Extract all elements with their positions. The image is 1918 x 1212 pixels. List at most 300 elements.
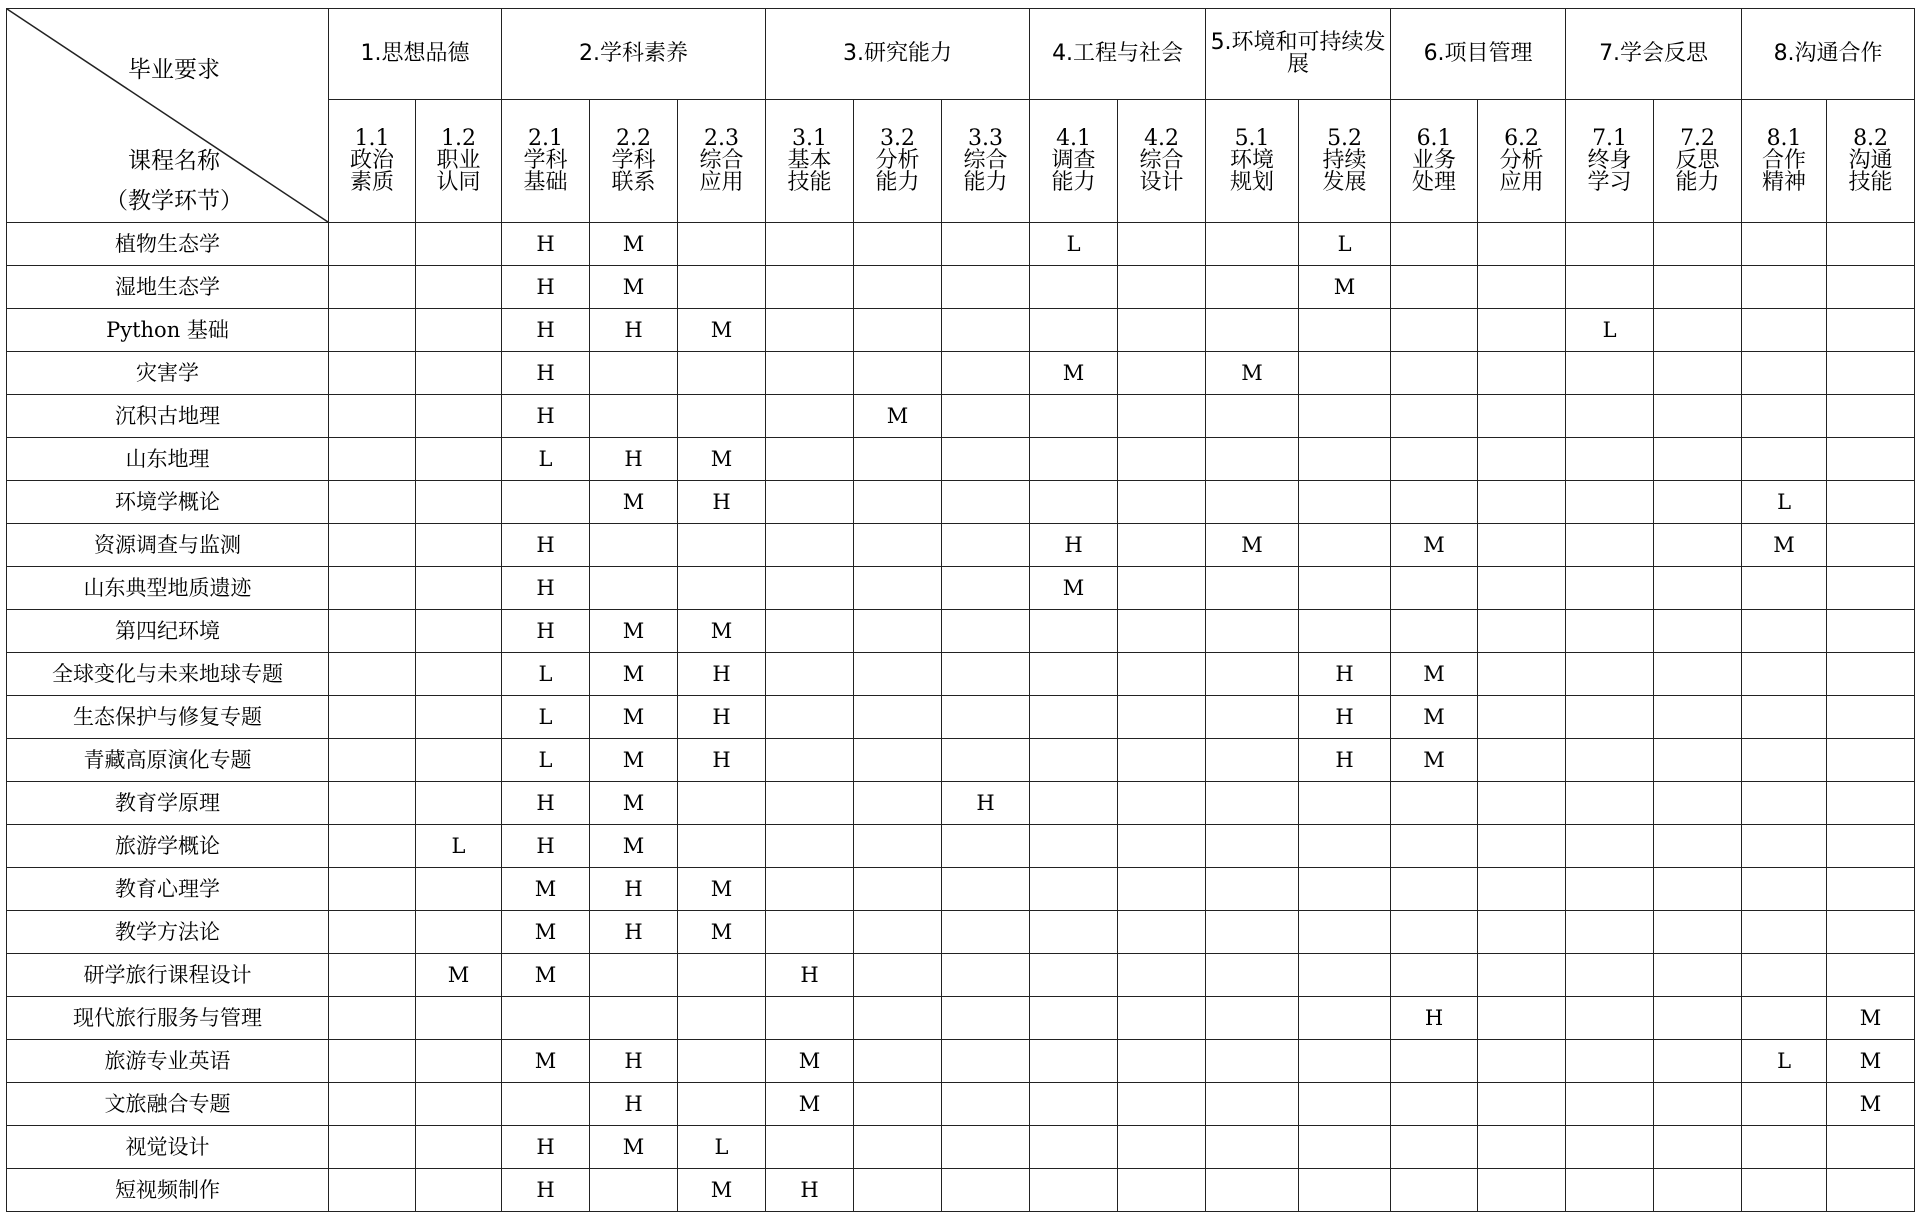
support-level-cell: H	[502, 825, 590, 868]
support-level-cell	[1827, 1169, 1915, 1212]
support-level-cell	[329, 352, 416, 395]
support-level-cell	[942, 524, 1030, 567]
support-level-cell	[416, 1040, 502, 1083]
support-level-cell	[1827, 395, 1915, 438]
support-level-cell	[502, 481, 590, 524]
support-level-cell	[1654, 610, 1742, 653]
support-level-cell	[766, 1126, 854, 1169]
support-level-cell	[1827, 309, 1915, 352]
support-level-cell	[1478, 1040, 1566, 1083]
support-level-cell	[1566, 266, 1654, 309]
support-level-cell: M	[1391, 696, 1478, 739]
support-level-cell: M	[678, 1169, 766, 1212]
support-level-cell: L	[502, 696, 590, 739]
table-row	[7, 911, 1915, 954]
course-name: Python 基础	[7, 309, 329, 352]
support-level-cell	[1827, 438, 1915, 481]
support-level-cell	[1478, 610, 1566, 653]
support-level-cell	[416, 997, 502, 1040]
support-level-cell	[1654, 1126, 1742, 1169]
support-level-cell	[416, 395, 502, 438]
support-level-cell	[1742, 868, 1827, 911]
support-level-cell: H	[502, 1126, 590, 1169]
support-level-cell	[1654, 1040, 1742, 1083]
support-level-cell	[1742, 395, 1827, 438]
course-name: 教育心理学	[7, 868, 329, 911]
support-level-cell: M	[590, 223, 678, 266]
support-level-cell	[678, 567, 766, 610]
support-level-cell	[854, 610, 942, 653]
support-level-cell	[942, 567, 1030, 610]
table-row	[7, 1169, 1915, 1212]
support-level-cell: H	[502, 223, 590, 266]
support-level-cell	[854, 739, 942, 782]
support-level-cell: M	[502, 1040, 590, 1083]
support-level-cell	[1206, 610, 1299, 653]
support-level-cell	[1299, 610, 1391, 653]
support-level-cell: M	[590, 782, 678, 825]
support-level-cell	[590, 395, 678, 438]
support-level-cell: H	[590, 309, 678, 352]
support-level-cell	[854, 1126, 942, 1169]
support-level-cell	[1299, 868, 1391, 911]
support-level-cell	[416, 782, 502, 825]
support-level-cell	[416, 911, 502, 954]
support-level-cell: H	[590, 1040, 678, 1083]
support-level-cell: L	[1299, 223, 1391, 266]
support-level-cell	[1030, 954, 1118, 997]
support-level-cell	[854, 1083, 942, 1126]
support-level-cell	[1118, 997, 1206, 1040]
support-level-cell	[1742, 997, 1827, 1040]
support-level-cell	[1391, 352, 1478, 395]
support-level-cell	[1206, 395, 1299, 438]
support-level-cell	[1742, 954, 1827, 997]
support-level-cell	[1566, 438, 1654, 481]
support-level-cell	[1827, 266, 1915, 309]
support-level-cell: M	[502, 911, 590, 954]
support-level-cell	[1654, 997, 1742, 1040]
support-level-cell	[1566, 395, 1654, 438]
support-level-cell	[942, 1040, 1030, 1083]
support-level-cell	[766, 911, 854, 954]
support-level-cell	[678, 954, 766, 997]
table-row	[7, 438, 1915, 481]
support-level-cell	[1742, 782, 1827, 825]
support-level-cell	[1118, 1169, 1206, 1212]
support-level-cell	[1118, 911, 1206, 954]
support-level-cell	[1478, 524, 1566, 567]
support-level-cell	[1654, 438, 1742, 481]
group-header: 7.学会反思	[1566, 9, 1742, 100]
support-level-cell: M	[502, 868, 590, 911]
support-level-cell	[329, 696, 416, 739]
sub-requirement-header: 3.3 综合 能力	[942, 100, 1030, 223]
support-level-cell: M	[1206, 352, 1299, 395]
support-level-cell	[1391, 567, 1478, 610]
support-level-cell	[942, 653, 1030, 696]
support-level-cell	[942, 1083, 1030, 1126]
support-level-cell: M	[1391, 524, 1478, 567]
support-level-cell: L	[416, 825, 502, 868]
course-axis-label: 课程名称 （教学环节）	[105, 148, 243, 214]
support-level-cell	[942, 954, 1030, 997]
support-level-cell	[1566, 1169, 1654, 1212]
support-level-cell	[1118, 567, 1206, 610]
support-level-cell	[329, 438, 416, 481]
support-level-cell	[678, 1040, 766, 1083]
support-level-cell	[678, 782, 766, 825]
table-row	[7, 309, 1915, 352]
group-header: 1.思想品德	[329, 9, 502, 100]
support-level-cell	[942, 1169, 1030, 1212]
support-level-cell	[329, 1126, 416, 1169]
sub-requirement-header: 1.1 政治 素质	[329, 100, 416, 223]
support-level-cell	[329, 868, 416, 911]
support-level-cell	[416, 696, 502, 739]
support-level-cell	[942, 997, 1030, 1040]
course-name: 沉积古地理	[7, 395, 329, 438]
support-level-cell	[1299, 954, 1391, 997]
support-level-cell	[1654, 696, 1742, 739]
support-level-cell	[1827, 481, 1915, 524]
support-level-cell	[416, 1126, 502, 1169]
support-level-cell	[854, 696, 942, 739]
support-level-cell	[1030, 481, 1118, 524]
support-level-cell: H	[502, 567, 590, 610]
support-level-cell	[1030, 438, 1118, 481]
support-level-cell	[766, 868, 854, 911]
support-level-cell	[1478, 395, 1566, 438]
support-level-cell	[416, 739, 502, 782]
support-level-cell: H	[502, 524, 590, 567]
course-requirement-matrix	[6, 8, 1915, 1212]
support-level-cell	[416, 1169, 502, 1212]
support-level-cell	[766, 524, 854, 567]
support-level-cell	[854, 653, 942, 696]
course-name: 教育学原理	[7, 782, 329, 825]
support-level-cell: H	[766, 954, 854, 997]
table-row	[7, 997, 1915, 1040]
table-row	[7, 954, 1915, 997]
table-row	[7, 395, 1915, 438]
support-level-cell	[1566, 1083, 1654, 1126]
support-level-cell	[1566, 481, 1654, 524]
support-level-cell: H	[678, 696, 766, 739]
support-level-cell	[766, 481, 854, 524]
support-level-cell	[1299, 481, 1391, 524]
support-level-cell	[416, 868, 502, 911]
course-name: 湿地生态学	[7, 266, 329, 309]
support-level-cell	[1206, 868, 1299, 911]
support-level-cell	[1478, 696, 1566, 739]
support-level-cell	[1118, 1083, 1206, 1126]
support-level-cell	[766, 266, 854, 309]
support-level-cell	[1206, 223, 1299, 266]
support-level-cell: H	[1299, 653, 1391, 696]
support-level-cell	[678, 352, 766, 395]
sub-requirement-header: 3.1 基本 技能	[766, 100, 854, 223]
support-level-cell	[766, 309, 854, 352]
support-level-cell	[1654, 309, 1742, 352]
support-level-cell	[329, 911, 416, 954]
support-level-cell	[416, 266, 502, 309]
support-level-cell	[1478, 1169, 1566, 1212]
support-level-cell: H	[766, 1169, 854, 1212]
support-level-cell	[1391, 309, 1478, 352]
support-level-cell	[329, 223, 416, 266]
support-level-cell	[1478, 266, 1566, 309]
support-level-cell	[1030, 696, 1118, 739]
support-level-cell	[1654, 266, 1742, 309]
support-level-cell	[329, 567, 416, 610]
support-level-cell	[1566, 911, 1654, 954]
support-level-cell	[766, 997, 854, 1040]
support-level-cell	[1206, 997, 1299, 1040]
support-level-cell	[678, 825, 766, 868]
support-level-cell	[1654, 481, 1742, 524]
support-level-cell	[1030, 868, 1118, 911]
support-level-cell	[1206, 739, 1299, 782]
sub-requirement-header: 2.3 综合 应用	[678, 100, 766, 223]
support-level-cell	[590, 997, 678, 1040]
support-level-cell	[1566, 223, 1654, 266]
support-level-cell	[1827, 524, 1915, 567]
support-level-cell	[1566, 997, 1654, 1040]
support-level-cell	[1478, 567, 1566, 610]
support-level-cell	[1566, 352, 1654, 395]
support-level-cell	[329, 954, 416, 997]
support-level-cell: H	[502, 782, 590, 825]
support-level-cell	[1118, 309, 1206, 352]
support-level-cell	[1030, 653, 1118, 696]
requirement-axis-label: 毕业要求	[128, 57, 220, 83]
support-level-cell: H	[590, 911, 678, 954]
support-level-cell	[416, 481, 502, 524]
support-level-cell	[854, 868, 942, 911]
support-level-cell: M	[678, 438, 766, 481]
support-level-cell	[416, 352, 502, 395]
support-level-cell: M	[590, 1126, 678, 1169]
support-level-cell	[1299, 1040, 1391, 1083]
support-level-cell	[1299, 997, 1391, 1040]
support-level-cell	[502, 1083, 590, 1126]
support-level-cell: M	[766, 1040, 854, 1083]
sub-requirement-header: 2.1 学科 基础	[502, 100, 590, 223]
support-level-cell	[329, 997, 416, 1040]
sub-requirement-header: 1.2 职业 认同	[416, 100, 502, 223]
support-level-cell	[416, 653, 502, 696]
course-name: 植物生态学	[7, 223, 329, 266]
support-level-cell	[1118, 524, 1206, 567]
table-row	[7, 266, 1915, 309]
support-level-cell	[416, 438, 502, 481]
corner-header	[7, 9, 329, 223]
support-level-cell	[766, 438, 854, 481]
support-level-cell	[766, 223, 854, 266]
support-level-cell	[1742, 653, 1827, 696]
support-level-cell	[329, 610, 416, 653]
support-level-cell	[1478, 782, 1566, 825]
support-level-cell	[1206, 653, 1299, 696]
support-level-cell	[1030, 1126, 1118, 1169]
support-level-cell: H	[678, 653, 766, 696]
support-level-cell	[1118, 438, 1206, 481]
support-level-cell	[1299, 395, 1391, 438]
support-level-cell	[1391, 825, 1478, 868]
support-level-cell	[1391, 911, 1478, 954]
table-row	[7, 825, 1915, 868]
support-level-cell	[590, 352, 678, 395]
support-level-cell	[1566, 524, 1654, 567]
support-level-cell	[329, 1083, 416, 1126]
support-level-cell	[1118, 352, 1206, 395]
support-level-cell	[1206, 309, 1299, 352]
support-level-cell	[766, 395, 854, 438]
support-level-cell	[1566, 954, 1654, 997]
support-level-cell	[854, 266, 942, 309]
support-level-cell: H	[590, 868, 678, 911]
support-level-cell: L	[1030, 223, 1118, 266]
support-level-cell	[1742, 825, 1827, 868]
support-level-cell: H	[1391, 997, 1478, 1040]
support-level-cell	[329, 481, 416, 524]
support-level-cell	[329, 524, 416, 567]
support-level-cell	[1827, 696, 1915, 739]
support-level-cell	[1206, 1126, 1299, 1169]
course-name: 短视频制作	[7, 1169, 329, 1212]
course-name: 山东地理	[7, 438, 329, 481]
support-level-cell	[416, 223, 502, 266]
support-level-cell: H	[502, 309, 590, 352]
sub-requirement-header: 5.1 环境 规划	[1206, 100, 1299, 223]
support-level-cell	[1566, 739, 1654, 782]
support-level-cell	[1391, 1083, 1478, 1126]
support-level-cell: M	[766, 1083, 854, 1126]
support-level-cell	[1566, 782, 1654, 825]
support-level-cell: M	[590, 696, 678, 739]
support-level-cell	[1827, 1126, 1915, 1169]
support-level-cell	[416, 1083, 502, 1126]
support-level-cell	[854, 782, 942, 825]
support-level-cell	[1299, 1169, 1391, 1212]
support-level-cell	[854, 825, 942, 868]
course-name: 现代旅行服务与管理	[7, 997, 329, 1040]
support-level-cell	[1118, 825, 1206, 868]
support-level-cell	[1654, 954, 1742, 997]
support-level-cell	[854, 997, 942, 1040]
support-level-cell	[1299, 567, 1391, 610]
support-level-cell	[1478, 481, 1566, 524]
support-level-cell	[854, 223, 942, 266]
support-level-cell: L	[1566, 309, 1654, 352]
support-level-cell	[942, 911, 1030, 954]
support-level-cell	[766, 610, 854, 653]
support-level-cell	[329, 309, 416, 352]
support-level-cell: M	[1742, 524, 1827, 567]
support-level-cell	[1742, 266, 1827, 309]
support-level-cell	[329, 1169, 416, 1212]
support-level-cell	[1118, 223, 1206, 266]
support-level-cell	[1566, 825, 1654, 868]
group-header: 6.项目管理	[1391, 9, 1566, 100]
sub-requirement-header: 4.1 调查 能力	[1030, 100, 1118, 223]
support-level-cell	[1827, 352, 1915, 395]
support-level-cell	[1566, 1126, 1654, 1169]
table-row	[7, 868, 1915, 911]
course-name: 视觉设计	[7, 1126, 329, 1169]
support-level-cell	[1030, 395, 1118, 438]
support-level-cell	[1030, 825, 1118, 868]
support-level-cell	[590, 954, 678, 997]
support-level-cell: M	[590, 481, 678, 524]
support-level-cell: H	[590, 438, 678, 481]
support-level-cell: M	[1030, 567, 1118, 610]
support-level-cell	[1827, 567, 1915, 610]
support-level-cell	[1566, 696, 1654, 739]
support-level-cell	[766, 782, 854, 825]
support-level-cell	[854, 1040, 942, 1083]
support-level-cell: M	[416, 954, 502, 997]
group-header: 5.环境和可持续发展	[1206, 9, 1391, 100]
support-level-cell	[1206, 696, 1299, 739]
support-level-cell: H	[942, 782, 1030, 825]
course-name: 资源调查与监测	[7, 524, 329, 567]
support-level-cell	[942, 266, 1030, 309]
support-level-cell	[942, 438, 1030, 481]
support-level-cell: H	[502, 395, 590, 438]
support-level-cell	[1478, 352, 1566, 395]
sub-requirement-header: 5.2 持续 发展	[1299, 100, 1391, 223]
table-row	[7, 481, 1915, 524]
support-level-cell: H	[502, 1169, 590, 1212]
support-level-cell: M	[678, 911, 766, 954]
sub-requirement-header: 7.1 终身 学习	[1566, 100, 1654, 223]
table-row	[7, 524, 1915, 567]
support-level-cell: M	[590, 610, 678, 653]
support-level-cell	[1654, 223, 1742, 266]
support-level-cell	[1391, 782, 1478, 825]
support-level-cell	[1299, 911, 1391, 954]
support-level-cell	[1566, 653, 1654, 696]
support-level-cell: M	[678, 309, 766, 352]
support-level-cell	[1478, 954, 1566, 997]
support-level-cell	[1478, 997, 1566, 1040]
support-level-cell: L	[678, 1126, 766, 1169]
support-level-cell: M	[854, 395, 942, 438]
support-level-cell	[766, 739, 854, 782]
support-level-cell	[1742, 739, 1827, 782]
support-level-cell	[942, 610, 1030, 653]
support-level-cell	[1742, 911, 1827, 954]
support-level-cell	[1030, 1040, 1118, 1083]
support-level-cell	[942, 739, 1030, 782]
support-level-cell	[1206, 567, 1299, 610]
support-level-cell	[329, 395, 416, 438]
support-level-cell	[1742, 223, 1827, 266]
support-level-cell	[1742, 610, 1827, 653]
support-level-cell	[1206, 438, 1299, 481]
table-row	[7, 610, 1915, 653]
support-level-cell	[942, 352, 1030, 395]
support-level-cell	[942, 1126, 1030, 1169]
support-level-cell	[1827, 782, 1915, 825]
support-level-cell	[1478, 309, 1566, 352]
support-level-cell	[1206, 1040, 1299, 1083]
support-level-cell	[1827, 868, 1915, 911]
support-level-cell	[766, 352, 854, 395]
support-level-cell	[1118, 266, 1206, 309]
